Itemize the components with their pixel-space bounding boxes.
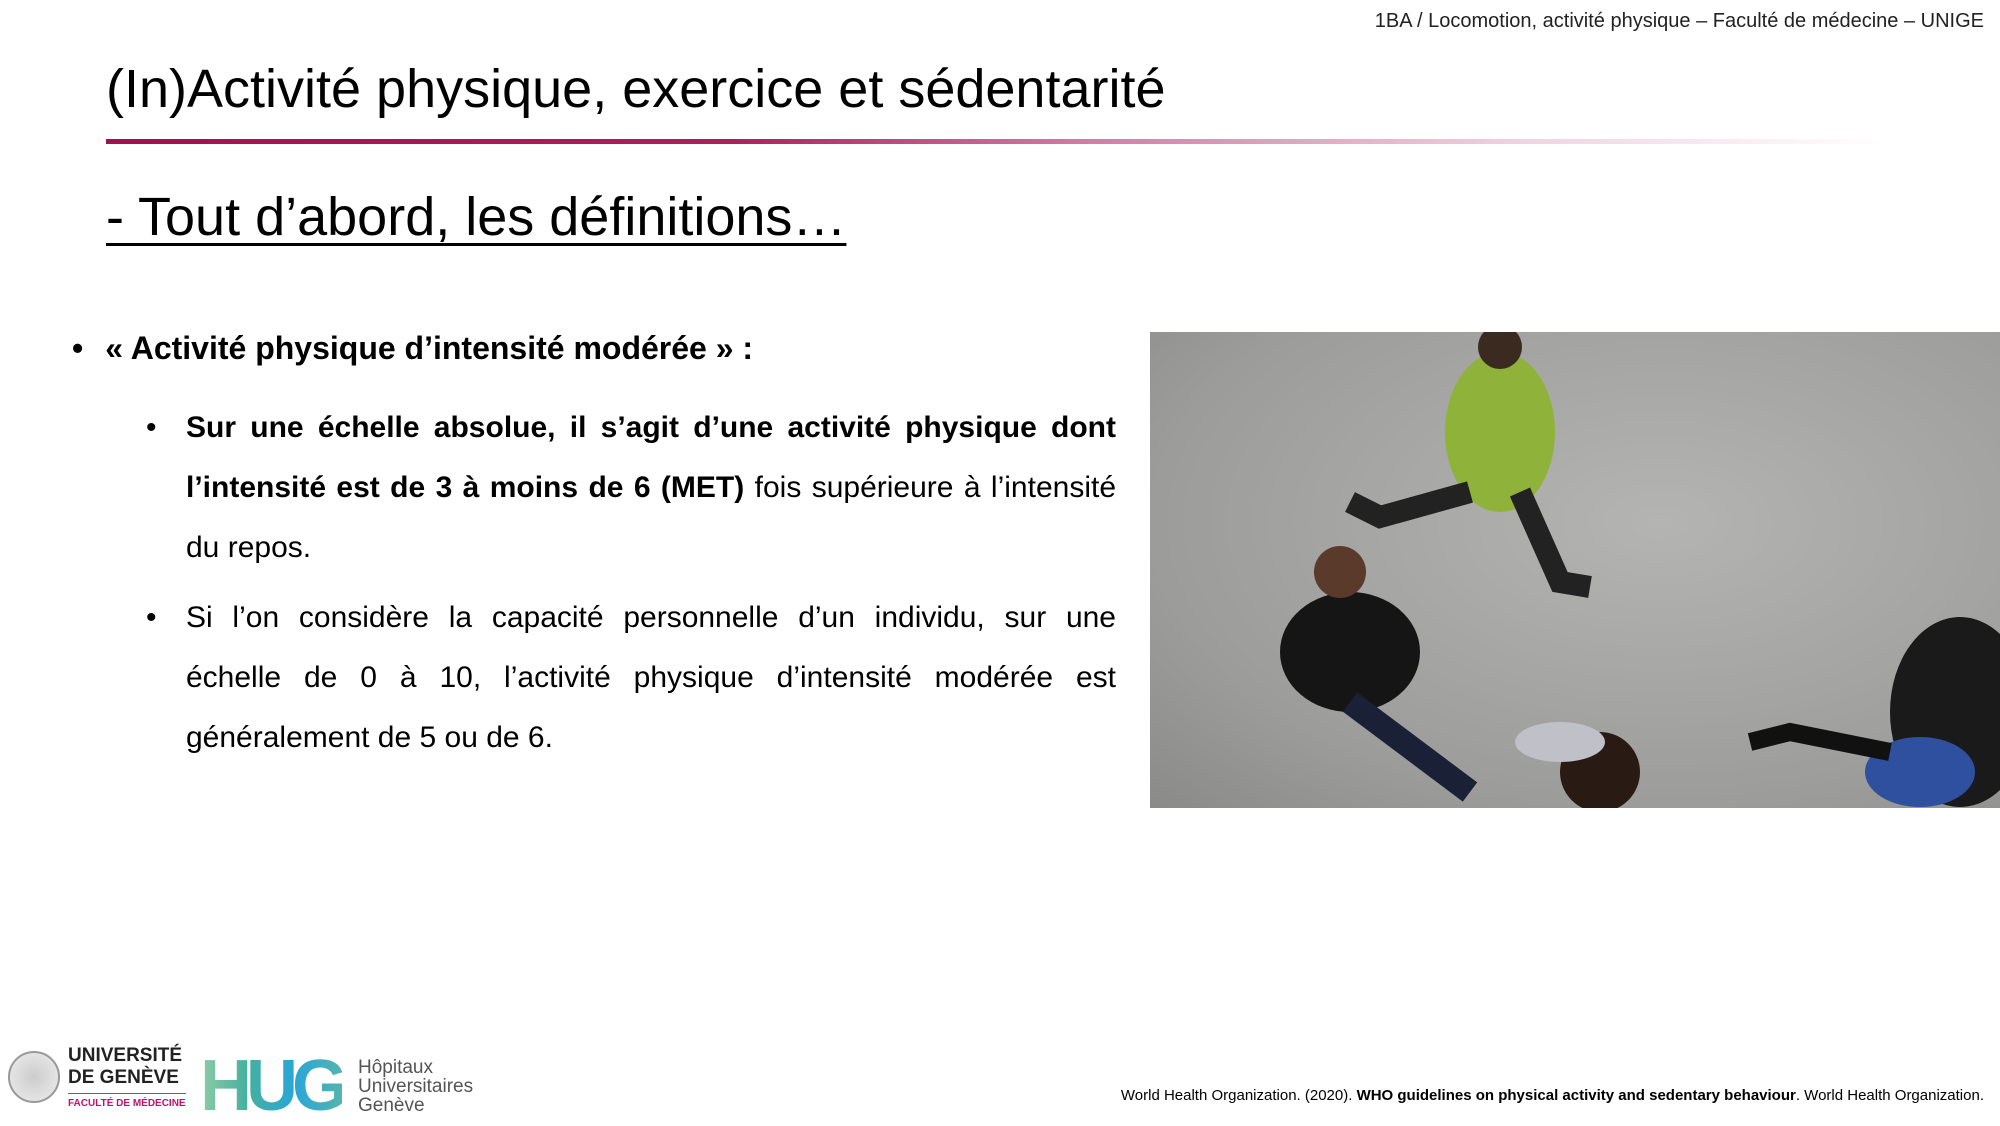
runner-figure: [1515, 722, 1640, 808]
unige-logo: [8, 1045, 186, 1109]
unige-name-2: DE GENÈVE: [68, 1067, 179, 1088]
unige-name-1: UNIVERSITÉ: [68, 1045, 183, 1066]
unige-seal-icon: [8, 1051, 60, 1103]
runner-figure: [1750, 617, 2000, 807]
unige-faculty: FACULTÉ DE MÉDECINE: [68, 1093, 186, 1109]
slide-title: (In)Activité physique, exercice et sédentarité: [106, 59, 1166, 119]
subbullet-bold: Sur une échelle absolue, il s’agit d’une activité physique dont l’intensité est de 3 à moins de 6 (MET): [186, 411, 1116, 504]
citation-post: . World Health Organization.: [1795, 1087, 1984, 1104]
runner-figure: [1280, 546, 1470, 792]
hug-name-3: Genève: [358, 1094, 425, 1116]
subbullet-text: Si l’on considère la capacité personnelle d’un individu, sur une échelle de 0 à 10, l’activité physique d’intensité modérée est généralement de 5 ou de 6.: [186, 601, 1116, 754]
bullet-marker: •: [146, 601, 157, 634]
bullet-main: [72, 330, 753, 367]
bullet-marker: •: [72, 330, 84, 366]
citation-title: WHO guidelines on physical activity and sedentary behaviour: [1356, 1087, 1796, 1104]
slide-subtitle: - Tout d’abord, les définitions…: [106, 187, 847, 247]
hug-letters: HUG: [200, 1046, 342, 1126]
bullet-text: « Activité physique d’intensité modérée » :: [105, 330, 754, 366]
slide-header: 1BA / Locomotion, activité physique – Faculté de médecine – UNIGE: [1374, 10, 1984, 32]
runner-figure: [1350, 332, 1590, 587]
citation: [1121, 1087, 1984, 1104]
runners-photo: [1150, 332, 2000, 808]
subbullet-1: [146, 398, 1116, 578]
hug-name-2: Universitaires: [358, 1075, 474, 1097]
subbullet-2: [146, 588, 1116, 768]
bullet-marker: •: [146, 411, 157, 444]
title-divider: [106, 139, 1886, 144]
citation-pre: World Health Organization. (2020).: [1120, 1087, 1357, 1104]
hug-logo: [200, 1046, 474, 1126]
hug-name-1: Hôpitaux: [358, 1056, 433, 1078]
subbullet-text: fois supérieure à l’intensité du repos.: [186, 471, 1117, 564]
